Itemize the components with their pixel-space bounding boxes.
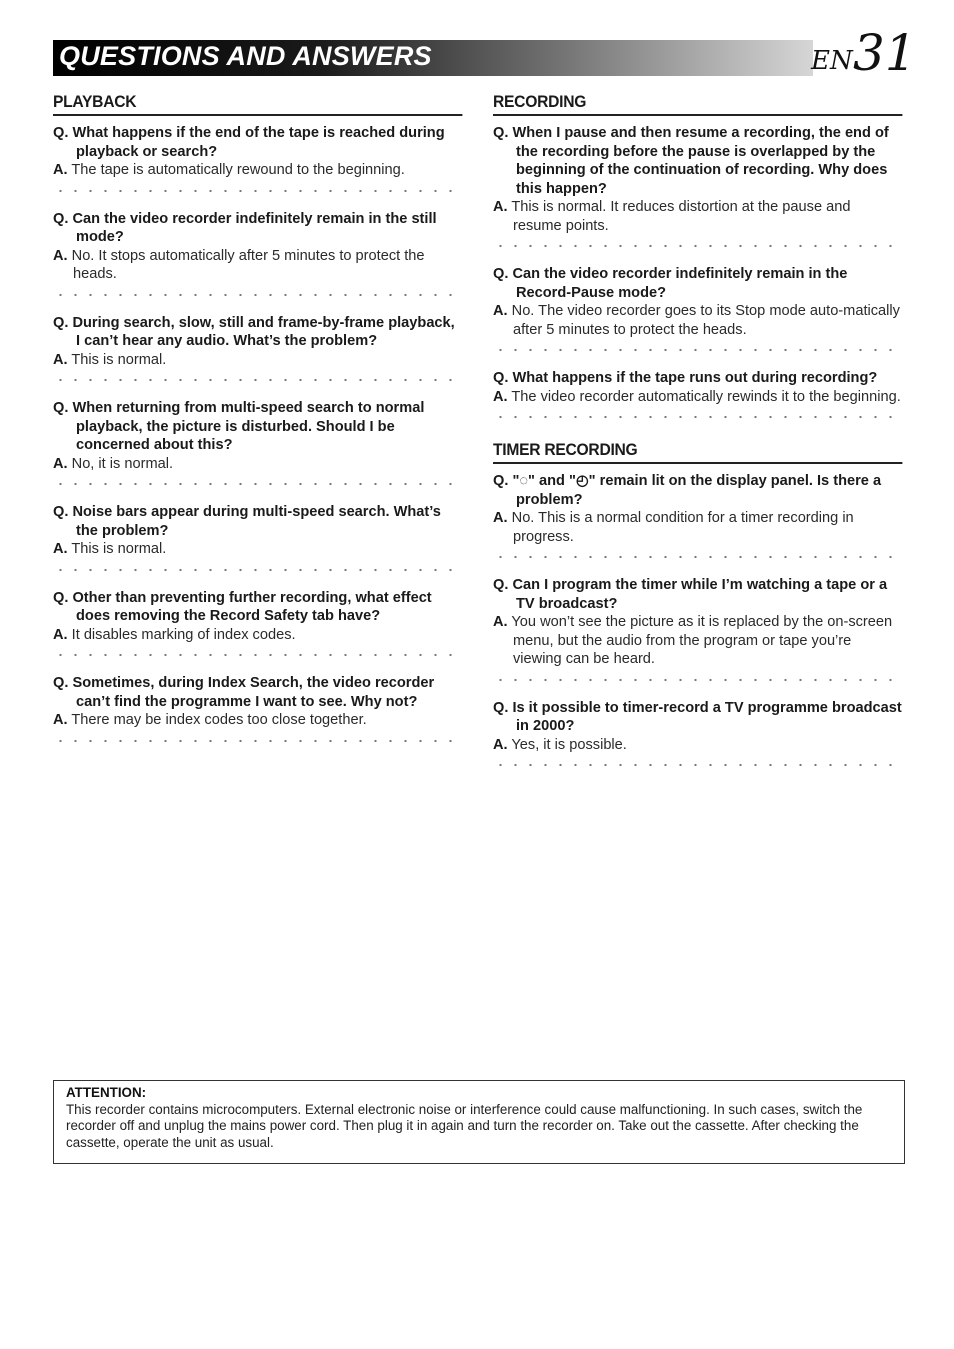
qa-item bbox=[493, 699, 902, 771]
qa-item bbox=[493, 576, 902, 685]
answer bbox=[53, 626, 462, 645]
answer bbox=[53, 711, 462, 730]
answer bbox=[53, 247, 462, 284]
answer-text: No. This is a normal condition for a timer recording in progress. bbox=[511, 510, 854, 545]
section-heading-timer-recording: TIMER RECORDING bbox=[493, 440, 902, 464]
attention-text: This recorder contains microcomputers. External electronic noise or interference could cause malfunctioning. In such cases, switch the recorder off and unplug the mains power cord. Then plug it in again and turn the recorder on. Take out the cassette. After checking the cassette, operate the unit as usual. bbox=[66, 1101, 863, 1150]
question: Q. Is it possible to timer-record a TV programme broadcast in 2000? bbox=[493, 699, 902, 734]
question: Q. What happens if the end of the tape is reached during playback or search? bbox=[53, 125, 445, 160]
page-header bbox=[53, 24, 917, 82]
dotted-divider bbox=[53, 290, 462, 300]
answer-label: A. bbox=[493, 736, 508, 753]
answer-label: A. bbox=[53, 541, 68, 557]
answer-label: A. bbox=[493, 614, 508, 630]
qa-item bbox=[493, 369, 902, 422]
question: Q. Noise bars appear during multi-speed search. What’s the problem? bbox=[53, 504, 441, 539]
qa-item bbox=[493, 124, 902, 251]
answer-text: The video recorder automatically rewinds it to the beginning. bbox=[511, 388, 901, 405]
answer bbox=[493, 388, 902, 407]
question: Q. During search, slow, still and frame-by-frame playback, I can’t hear any audio. What’s the problem? bbox=[53, 314, 455, 349]
recording-qa-list bbox=[493, 124, 902, 422]
answer-text: This is normal. It reduces distortion at the pause and resume points. bbox=[511, 199, 851, 234]
answer bbox=[493, 302, 902, 339]
dotted-divider bbox=[53, 565, 462, 575]
question: Q. Sometimes, during Index Search, the video recorder can’t find the programme I want to see. Why not? bbox=[53, 675, 435, 710]
qa-item bbox=[493, 265, 902, 355]
question: Q. Other than preventing further recording, what effect does removing the Record Safety tab have? bbox=[53, 589, 432, 624]
answer-text: It disables marking of index codes. bbox=[71, 626, 296, 643]
dotted-divider bbox=[53, 479, 462, 489]
page-number: 31 bbox=[853, 24, 917, 82]
answer bbox=[53, 455, 462, 474]
question: Q. When returning from multi-speed search to normal playback, the picture is disturbed. Should I be concerned about this? bbox=[53, 400, 425, 453]
answer bbox=[53, 161, 462, 180]
answer-label: A. bbox=[493, 510, 508, 526]
dotted-divider bbox=[493, 241, 902, 251]
qa-item bbox=[493, 472, 902, 562]
dotted-divider bbox=[493, 552, 902, 562]
answer bbox=[493, 509, 902, 546]
answer-label: A. bbox=[493, 388, 508, 405]
qa-item bbox=[53, 124, 462, 196]
playback-qa-list bbox=[53, 124, 462, 746]
question: Q. When I pause and then resume a recording, the end of the recording before the pause is overlapped by the beginning of the continuation of recording. Why does this happen? bbox=[493, 125, 889, 197]
answer-label: A. bbox=[53, 247, 68, 264]
answer bbox=[493, 736, 902, 755]
answer bbox=[493, 613, 902, 669]
dotted-divider bbox=[493, 345, 902, 355]
answer-label: A. bbox=[53, 351, 68, 368]
page-title: QUESTIONS AND ANSWERS bbox=[59, 41, 432, 71]
dotted-divider bbox=[493, 760, 902, 770]
left-column bbox=[53, 92, 462, 760]
attention-box bbox=[53, 1080, 905, 1164]
answer-text: No. It stops automatically after 5 minutes to protect the heads. bbox=[71, 247, 425, 282]
section-heading-playback: PLAYBACK bbox=[53, 92, 462, 116]
question: Q. "◌" and "◴" remain lit on the display panel. Is there a problem? bbox=[493, 473, 882, 508]
question: Q. Can I program the timer while I’m watching a tape or a TV broadcast? bbox=[493, 577, 888, 612]
timer-recording-qa-list bbox=[493, 472, 902, 770]
question: Q. Can the video recorder indefinitely remain in the still mode? bbox=[53, 210, 437, 245]
qa-item bbox=[53, 674, 462, 746]
answer-label: A. bbox=[53, 162, 68, 178]
qa-item bbox=[53, 503, 462, 575]
answer-text: This is normal. bbox=[71, 351, 167, 368]
answer-text: There may be index codes too close together. bbox=[71, 712, 367, 728]
language-code: EN bbox=[811, 46, 853, 76]
attention-title: ATTENTION: bbox=[66, 1085, 147, 1100]
answer-label: A. bbox=[493, 199, 508, 215]
answer-label: A. bbox=[53, 712, 68, 728]
answer-text: No, it is normal. bbox=[71, 455, 174, 472]
question: Q. Can the video recorder indefinitely remain in the Record-Pause mode? bbox=[493, 266, 848, 301]
dotted-divider bbox=[53, 736, 462, 746]
dotted-divider bbox=[53, 375, 462, 385]
answer-label: A. bbox=[493, 303, 508, 319]
answer-text: This is normal. bbox=[71, 541, 167, 557]
answer-text: Yes, it is possible. bbox=[511, 736, 627, 753]
dotted-divider bbox=[53, 186, 462, 196]
answer-text: No. The video recorder goes to its Stop mode auto-matically after 5 minutes to protect the heads. bbox=[511, 303, 900, 338]
timer-recording-section bbox=[493, 440, 902, 770]
answer-text: The tape is automatically rewound to the beginning. bbox=[71, 162, 405, 178]
qa-item bbox=[53, 589, 462, 661]
qa-item bbox=[53, 314, 462, 386]
answer bbox=[53, 351, 462, 370]
dotted-divider bbox=[493, 675, 902, 685]
answer-text: You won’t see the picture as it is replaced by the on-screen menu, but the audio from the program or tape you’re viewing can be heard. bbox=[511, 614, 893, 667]
answer-label: A. bbox=[53, 626, 68, 643]
dotted-divider bbox=[53, 650, 462, 660]
question: Q. What happens if the tape runs out during recording? bbox=[493, 370, 878, 386]
dotted-divider bbox=[493, 412, 902, 422]
answer-label: A. bbox=[53, 455, 68, 472]
qa-item bbox=[53, 399, 462, 489]
section-heading-recording: RECORDING bbox=[493, 92, 902, 116]
answer bbox=[53, 540, 462, 559]
answer bbox=[493, 198, 902, 235]
qa-item bbox=[53, 210, 462, 300]
right-column bbox=[493, 92, 902, 784]
